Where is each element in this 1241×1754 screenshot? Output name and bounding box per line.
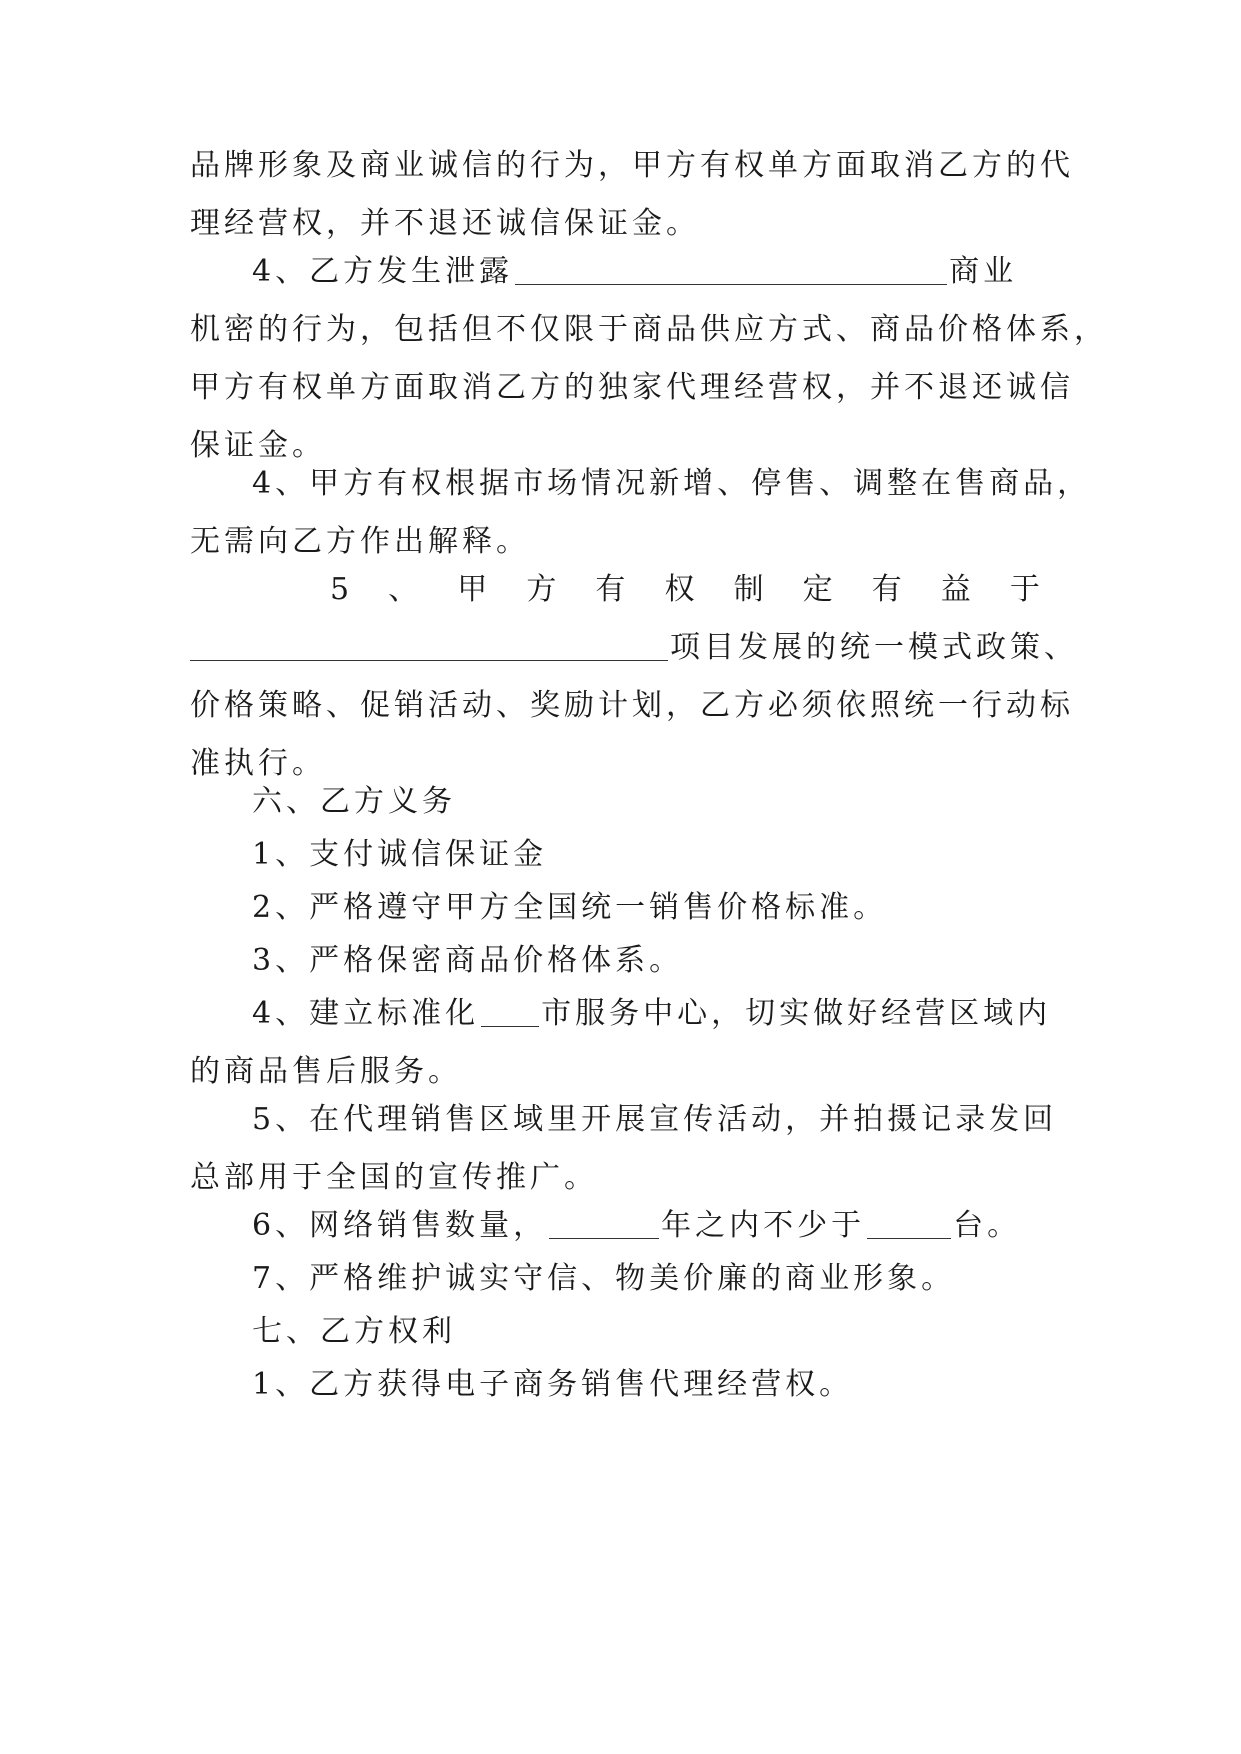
fill-in-blank-years[interactable] [549, 1208, 659, 1239]
text-line [190, 1197, 1050, 1255]
spread-char: 有 [871, 572, 906, 607]
fill-in-blank[interactable] [190, 630, 668, 661]
clause-middle: 年之内不少于 [661, 1208, 866, 1243]
section-heading-six [190, 773, 1050, 831]
text-line: 5、在代理销售区域里开展宣传活动，并拍摄记录发回 [252, 1102, 1058, 1137]
spread-char: 方 [526, 572, 561, 607]
text-line: 品牌形象及商业诚信的行为，甲方有权单方面取消乙方的代 [190, 148, 1074, 183]
text-line: 3、严格保密商品价格体系。 [252, 943, 684, 978]
text-line: 1、支付诚信保证金 [252, 837, 548, 872]
spread-char: 有 [595, 572, 630, 607]
text-line [190, 985, 1050, 1043]
clause-6-1 [190, 826, 1050, 884]
fill-in-blank-units[interactable] [867, 1208, 951, 1239]
clause-suffix: 商业 [949, 254, 1018, 289]
paragraph-brand-image [190, 137, 1074, 253]
clause-prefix: 4、建立标准化 [252, 996, 480, 1031]
text-line: 4、甲方有权根据市场情况新增、停售、调整在售商品， [252, 466, 1092, 501]
clause-unified-policy [190, 561, 1078, 793]
text-line [190, 619, 1078, 677]
section-title: 六、乙方义务 [252, 784, 456, 819]
spread-char: 权 [664, 572, 699, 607]
text-line: 机密的行为，包括但不仅限于商品供应方式、商品价格体系， [190, 312, 1108, 347]
spread-char: 制 [733, 572, 768, 607]
fill-in-blank[interactable] [481, 996, 539, 1027]
text-line: 价格策略、促销活动、奖励计划，乙方必须依照统一行动标 [190, 688, 1074, 723]
section-heading-seven [190, 1303, 1050, 1361]
clause-6-7 [190, 1250, 1050, 1308]
text-line: 1、乙方获得电子商务销售代理经营权。 [252, 1367, 854, 1402]
clause-6-4 [190, 985, 1050, 1101]
spread-text-line [190, 561, 1050, 619]
text-line [190, 243, 1050, 301]
spread-char: 于 [1009, 572, 1044, 607]
spread-char: 益 [940, 572, 975, 607]
text-line: 甲方有权单方面取消乙方的独家代理经营权，并不退还诚信 [190, 370, 1074, 405]
text-line: 7、严格维护诚实守信、物美价廉的商业形象。 [252, 1261, 956, 1296]
clause-6-3 [190, 932, 1050, 990]
text-line: 准执行。 [190, 746, 326, 781]
clause-product-adjustment [190, 455, 1092, 571]
text-line: 理经营权，并不退还诚信保证金。 [190, 206, 700, 241]
clause-suffix: 项目发展的统一模式政策、 [670, 630, 1078, 665]
section-title: 七、乙方权利 [252, 1314, 456, 1349]
clause-suffix: 市服务中心，切实做好经营区域内 [541, 996, 1052, 1031]
spread-char: 、 [388, 572, 423, 607]
spread-char: 5 [330, 572, 354, 607]
text-line: 的商品售后服务。 [190, 1054, 462, 1089]
clause-7-1 [190, 1356, 1050, 1414]
clause-6-5 [190, 1091, 1058, 1207]
clause-prefix: 6、网络销售数量， [252, 1208, 548, 1243]
clause-prefix: 4、乙方发生泄露 [252, 254, 514, 289]
clause-6-6 [190, 1197, 1050, 1255]
clause-suffix: 台。 [953, 1208, 1022, 1243]
text-line: 2、严格遵守甲方全国统一销售价格标准。 [252, 890, 888, 925]
clause-trade-secret [190, 243, 1108, 475]
fill-in-blank[interactable] [515, 254, 947, 285]
text-line: 保证金。 [190, 428, 326, 463]
spread-char: 定 [802, 572, 837, 607]
spread-char: 甲 [457, 572, 492, 607]
text-line: 无需向乙方作出解释。 [190, 524, 530, 559]
text-line: 总部用于全国的宣传推广。 [190, 1160, 598, 1195]
clause-6-2 [190, 879, 1050, 937]
